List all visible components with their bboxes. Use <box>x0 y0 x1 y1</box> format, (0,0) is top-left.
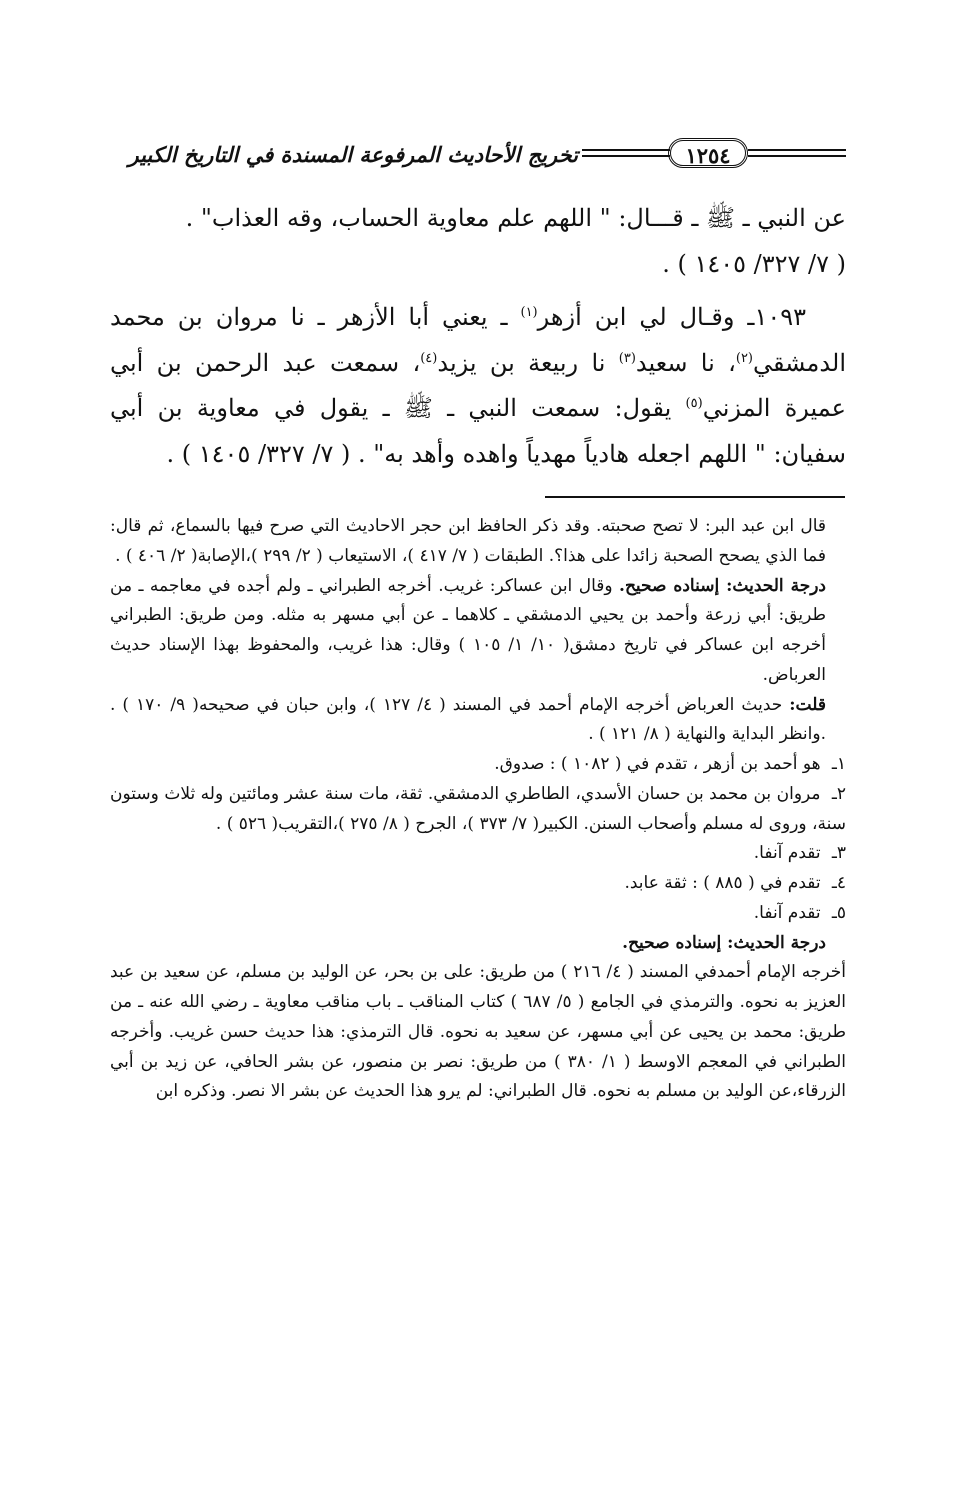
header-rule-right <box>748 149 846 157</box>
hadith-text-part: وقـال لي ابن أزهر <box>537 303 748 332</box>
footnote-marker: ١ـ <box>831 754 846 774</box>
footnote-text: هو أحمد بن أزهر ، تقدم في ( ١٠٨٢ ) : صدوق. <box>494 754 826 774</box>
continued-hadith <box>110 196 846 287</box>
footnote-1 <box>110 750 846 780</box>
hadith-text-part: ، نا سعيد <box>635 348 736 377</box>
footnote-text: مروان بن محمد بن حسان الأسدي، الطاطري الدمشقي. ثقة، مات سنة عشر ومائتين وله ثلاث وستون سنة، وروى له مسلم وأصحاب السنن. الكبير( ٧/ ٣٧٣ )، الجرح ( ٨/ ٢٧٥ )،التقريب( ٥٢٦ ) . <box>110 783 846 834</box>
page-header <box>108 138 846 172</box>
takhrij-paragraph: أخرجه الإمام أحمدفي المسند ( ٤/ ٢١٦ ) من طريق: على بن بحر، عن الوليد بن مسلم، عن سعيد بن عبد العزيز به نحوه. والترمذي في الجامع ( ٥/ ٦٨٧ ) كتاب المناقب ـ باب مناقب معاوية ـ رضي الله عنه ـ من طريق: محمد بن يحيى عن أبي مسهر، عن سعيد به نحوه. قال الترمذي: هذا حديث حسن غريب. وأخرجه الطبراني في المعجم الاوسط ( ١/ ٣٨٠ ) من طريق: نصر بن منصور، عن بشر الحافي، عن زيد بن أبي الزرقاء،عن الوليد بن مسلم به نحوه. قال الطبراني: لم يرو هذا الحديث عن بشر الا نصر. وذكره ابن <box>110 962 846 1102</box>
footnote-marker: ٥ـ <box>831 902 846 923</box>
footnote-5 <box>110 899 846 929</box>
hadith-grade-note <box>110 572 846 691</box>
header-rule-left <box>582 149 670 157</box>
footnote-marker: ٢ـ <box>831 783 846 804</box>
footnote-3 <box>110 839 846 869</box>
footnote-ref-3[interactable]: (٣) <box>618 350 636 366</box>
hadith-text-part: نا ربيعة بن يزيد <box>437 348 619 377</box>
footnote-4 <box>110 869 846 899</box>
footnote-text: تقدم في ( ٨٨٥ ) : ثقة عابد. <box>624 873 826 893</box>
book-title: تخريج الأحاديث المرفوعة المسندة في التاريخ الكبير <box>128 142 578 167</box>
grade-label: درجة الحديث: إسناده صحيح. <box>622 932 826 953</box>
hadith-text-part: يقول: سمعت النبي ـ ﷺ ـ يقول في معاوية بن أبي سفيان: " اللهم اجعله هادياً مهدياً واهده وأهد به" . ( ٧/ ٣٢٧/ ١٤٠٥ ) . <box>110 394 846 468</box>
grade-text: وقال ابن عساكر: غريب. أخرجه الطبراني ـ ولم أجده في معاجمه ـ من طريق: أبي زرعة وأحمد بن يحيي الدمشقي ـ كلاهما ـ عن أبي مسهر به مثله. ومن طريق: الطبراني أخرجه ابن عساكر في تاريخ دمشق( ١٠/ ١/ ١٠٥ ) وقال: هذا غريب، والمحفوظ بهذا الإسناد حديث العرباض. <box>110 575 826 685</box>
continued-line-2: ( ٧/ ٣٢٧/ ١٤٠٥ ) . <box>662 249 846 278</box>
footnote-text: تقدم آنفا. <box>753 843 826 864</box>
grade-label: درجة الحديث: إسناده صحيح. <box>619 575 826 596</box>
footnote-ref-5[interactable]: (٥) <box>685 396 703 412</box>
footnote-text: تقدم آنفا. <box>753 902 826 923</box>
hadith-1093 <box>110 295 846 477</box>
hadith-text-part: ـ يعني أبا الأزهر ـ نا مروان بن محمد الدمشقي <box>110 303 846 377</box>
footnote-marker: ٤ـ <box>831 873 846 893</box>
hadith-number: ١٠٩٣ـ <box>747 303 806 332</box>
hadith-text-part: ، سمعت عبد الرحمن بن أبي عميرة المزني <box>110 348 846 423</box>
footnote-2 <box>110 780 846 840</box>
page-number: ١٢٥٤ <box>668 138 748 168</box>
footnote-ref-2[interactable]: (٢) <box>735 350 753 366</box>
continued-line-1: عن النبي ـ ﷺ ـ قـــال: " اللهم علم معاوية الحساب، وقه العذاب" . <box>185 204 846 232</box>
previous-footnote-continued: قال ابن عبد البر: لا تصح صحبته. وقد ذكر الحافظ ابن حجر الاحاديث التي صرح فيها بالسماع، ثم قال: فما الذي يصحح الصحبة زائدا على هذا؟. الطبقات ( ٧/ ٤١٧ )، الاستيعاب ( ٢/ ٢٩٩ )،الإصابة( ٢/ ٤٠٦ ) . <box>110 516 826 566</box>
qult-label: قلت: <box>789 694 826 715</box>
footnotes <box>110 512 846 1107</box>
qult-text: حديث العرباض أخرجه الإمام أحمد في المسند ( ٤/ ١٢٧ )، وابن حبان في صحيحه( ٩/ ١٧٠ ) . .وانظر البداية والنهاية ( ٨/ ١٢١ ) . <box>110 694 826 745</box>
author-remark <box>110 691 846 751</box>
hadith-grade-note-2 <box>110 929 846 959</box>
footnote-ref-1[interactable]: (١) <box>520 305 538 321</box>
footnote-marker: ٣ـ <box>831 843 846 864</box>
footnote-ref-4[interactable]: (٤) <box>420 350 438 366</box>
footnote-divider <box>545 496 845 498</box>
main-text <box>110 196 846 486</box>
